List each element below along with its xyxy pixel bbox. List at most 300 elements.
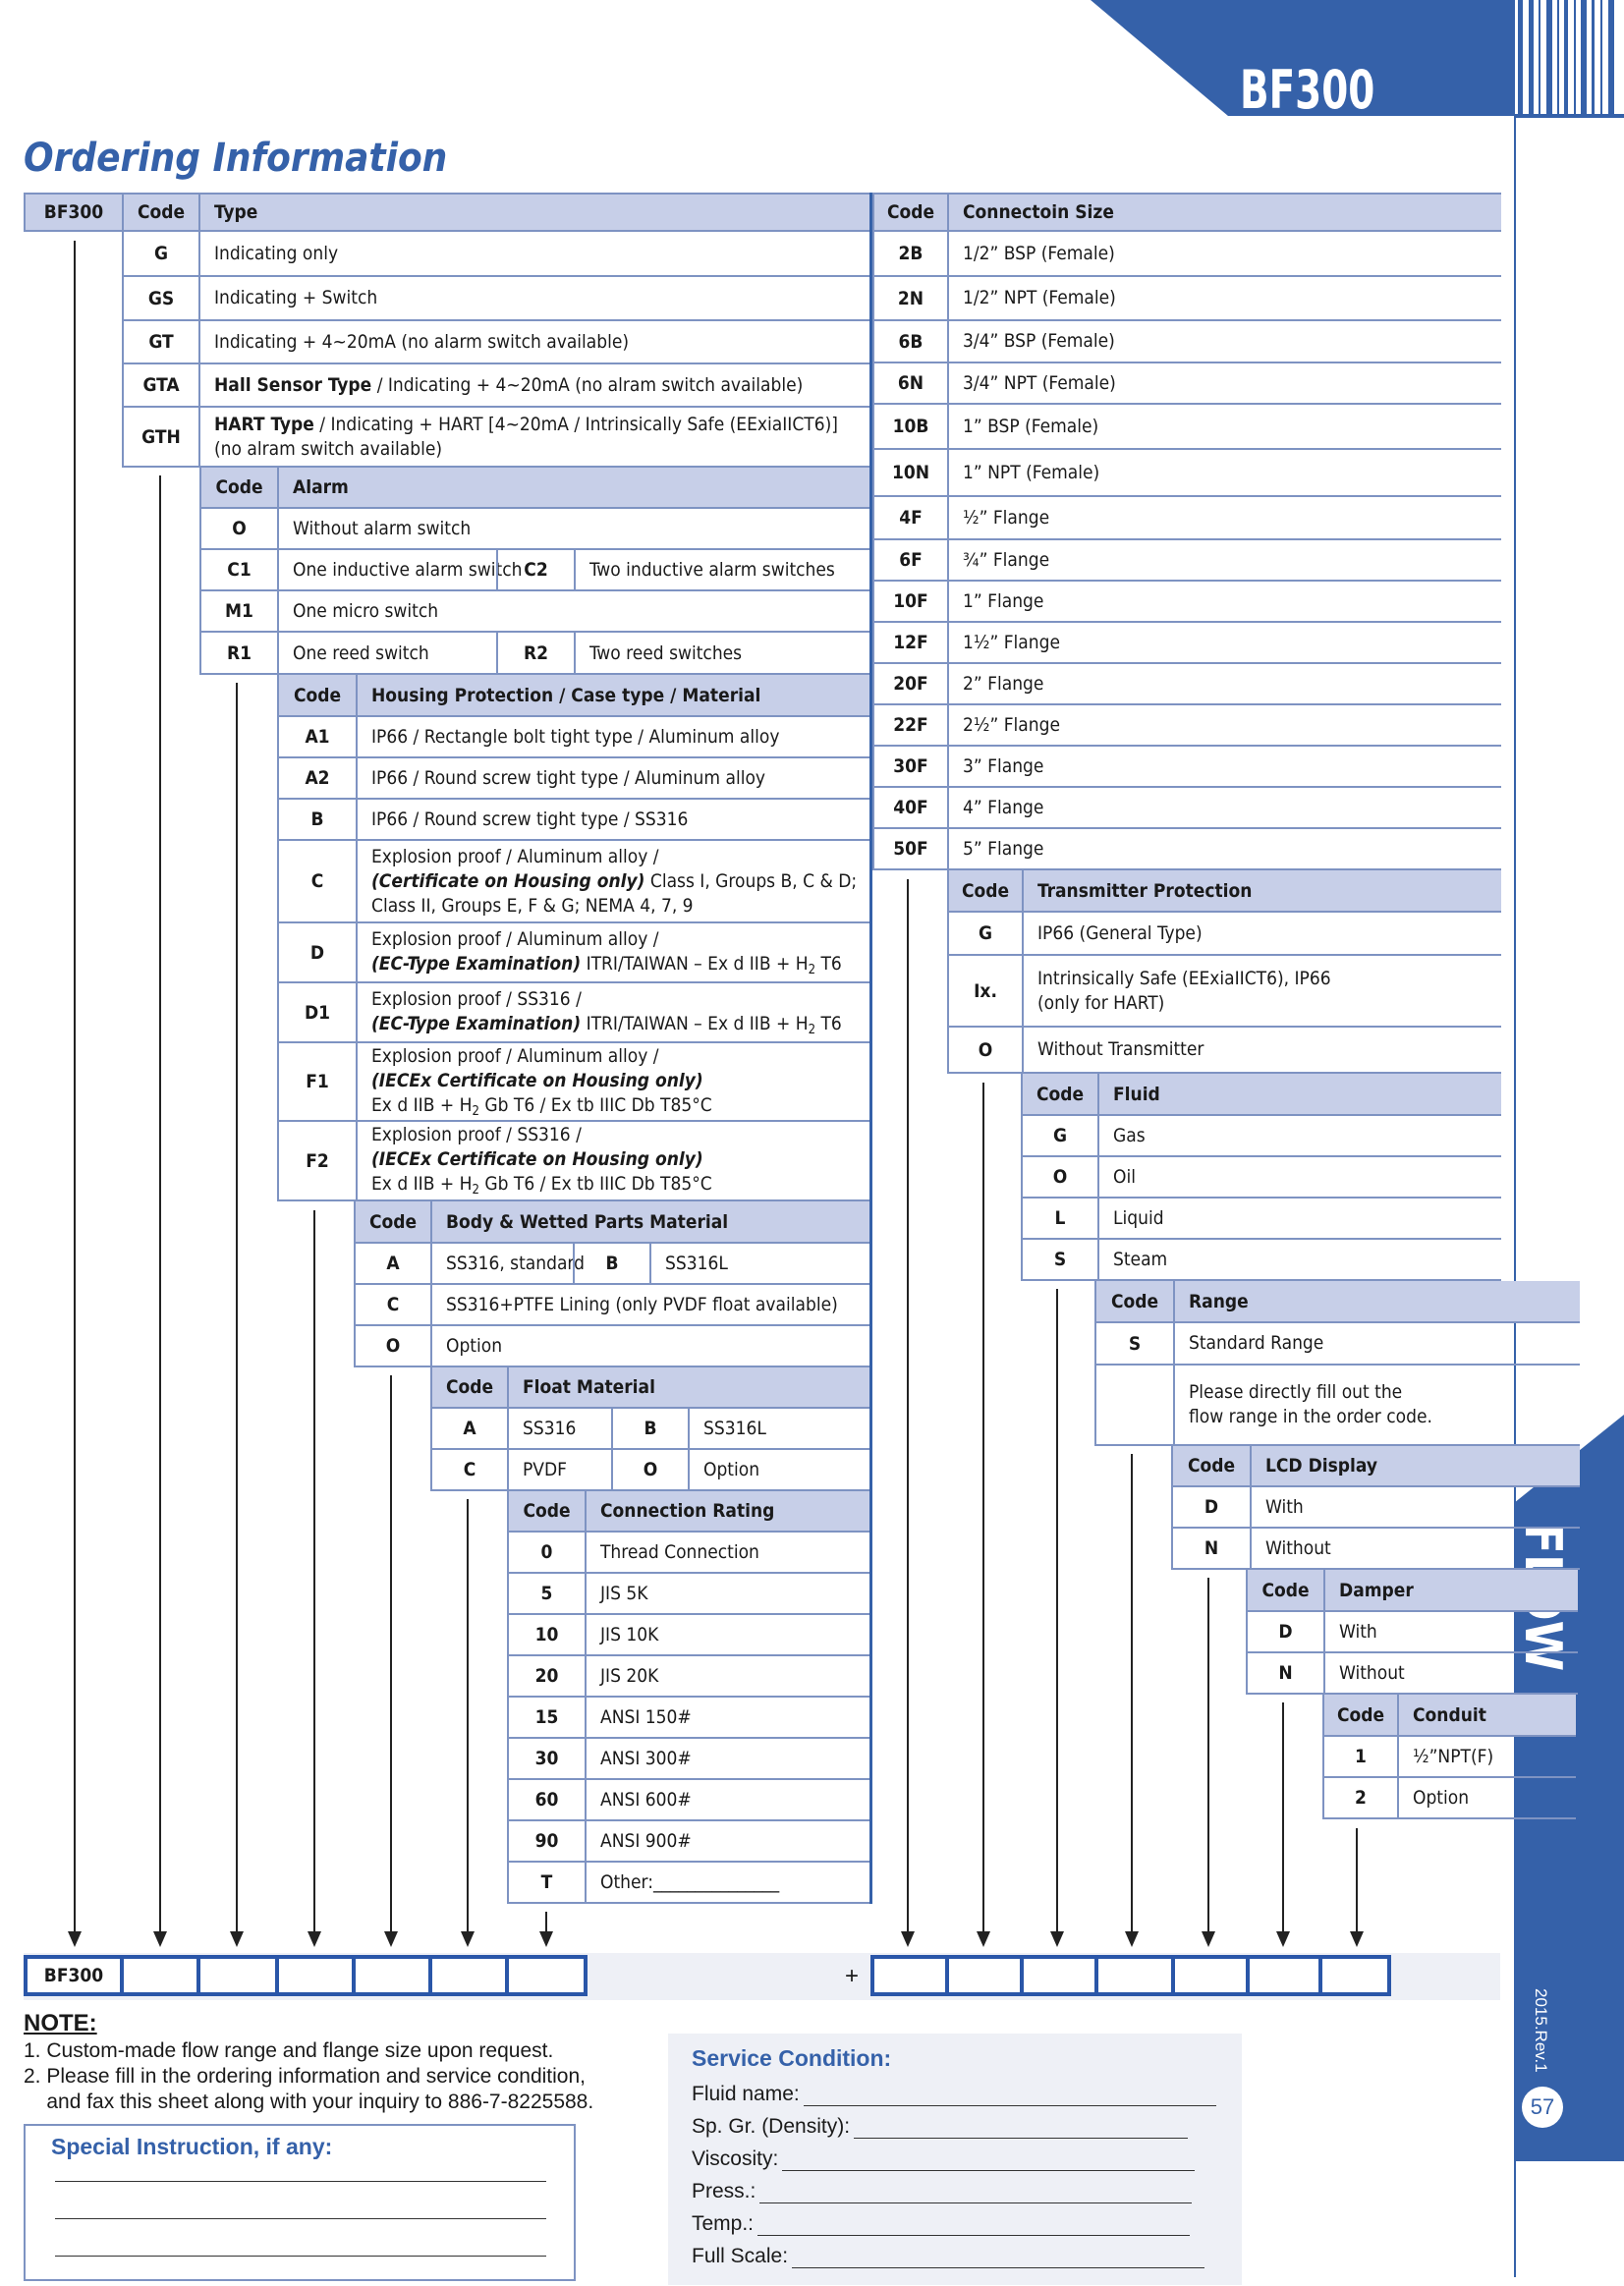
transmitter-pointer-line	[982, 1083, 984, 1933]
range_table-text-line2: flow range in the order code.	[1189, 1406, 1432, 1427]
damper_table-header-text: Damper	[1339, 1579, 1414, 1601]
housing_table-line3-end: Gb T6 / Ex tb IIIC Db T85°C	[478, 1173, 712, 1195]
fluid_table-code-header	[1021, 1074, 1097, 1116]
transmitter_table-text: Without Transmitter	[1037, 1038, 1204, 1060]
lcd_table-text: Without	[1265, 1536, 1331, 1559]
transmitter-pointer-arrow-icon	[977, 1931, 990, 1947]
damper_table-code-header	[1246, 1570, 1323, 1612]
type_table-text-3	[198, 364, 869, 408]
type_table-text: Indicating only	[214, 242, 339, 264]
size_table-text: 1/2” BSP (Female)	[963, 242, 1115, 264]
housing_table-line2-bold: (EC-Type Examination)	[371, 1012, 582, 1034]
transmitter_table-code-text: O	[978, 1038, 993, 1061]
damper_table-text: Without	[1339, 1661, 1405, 1684]
alarm_table-code-text: R1	[226, 641, 252, 664]
alarm_table-text-1	[277, 550, 523, 591]
housing_table-line3: Ex d IIB + H	[371, 1093, 473, 1116]
housing_table-text-7	[356, 1122, 871, 1201]
housing_table-code-0	[277, 717, 356, 758]
service-field-label: Sp. Gr. (Density):	[692, 2115, 851, 2138]
rating_table-code-0	[507, 1533, 585, 1574]
housing_table-code-6	[277, 1043, 356, 1122]
special-line-1[interactable]	[55, 2181, 546, 2182]
service-field-label: Full Scale:	[692, 2245, 789, 2267]
order-code-box-14[interactable]	[1318, 1955, 1391, 1996]
conduit_table-code-text: 2	[1355, 1787, 1367, 1809]
float_table-code-0	[430, 1409, 507, 1450]
range_table-text: Standard Range	[1189, 1332, 1324, 1354]
housing_table-line2-end: T6	[815, 1012, 842, 1034]
housing_table-line3: Class II, Groups E, F & G; NEMA 4, 7, 9	[371, 894, 694, 917]
fluid_table-header	[1097, 1074, 1501, 1116]
float_table-header	[507, 1367, 869, 1409]
size_table-code-9	[872, 623, 947, 664]
service-field-label: Viscosity:	[692, 2147, 779, 2170]
range_table-text-1	[1173, 1366, 1580, 1446]
fluid_table-text: Gas	[1113, 1124, 1146, 1146]
order-code-box-10[interactable]	[1020, 1955, 1098, 1996]
size_table-text-9	[947, 623, 1501, 664]
range_table-text: Please directly fill out the	[1189, 1381, 1403, 1403]
special-line-2[interactable]	[55, 2218, 546, 2219]
special-instruction-title: Special Instruction, if any:	[51, 2134, 333, 2159]
size_table-code-2	[872, 321, 947, 363]
order-code-box-13[interactable]	[1246, 1955, 1324, 1996]
page-number-text: 57	[1530, 2094, 1555, 2119]
alarm_table-code-2	[199, 591, 277, 633]
lcd_table-text: With	[1265, 1495, 1304, 1518]
body_table-code-header	[354, 1201, 430, 1244]
order-code-box-3[interactable]	[275, 1955, 356, 1996]
alarm_table-text: One inductive alarm switch	[293, 559, 523, 581]
range_table-header	[1173, 1281, 1580, 1323]
alarm_table-header-text: Alarm	[293, 476, 349, 498]
alarm_table-text2-1	[574, 550, 870, 591]
range_table-code-header	[1094, 1281, 1173, 1323]
size_table-code-text: 40F	[893, 797, 928, 818]
size_table-text: 5” Flange	[963, 837, 1044, 860]
size_table-text: 3” Flange	[963, 754, 1044, 777]
size_table-code-11	[872, 705, 947, 747]
alarm-pointer-arrow-icon	[230, 1931, 244, 1947]
alarm_table-header	[277, 468, 870, 509]
note-line-1: 1. Custom-made flow range and flange size upon request.	[24, 2039, 554, 2062]
rating_table-code-text: 15	[534, 1706, 559, 1728]
rating_table-text-1	[585, 1574, 870, 1615]
type_table-text-line2: (no alram switch available)	[214, 437, 443, 460]
lcd_table-header-text: LCD Display	[1265, 1455, 1377, 1477]
fluid_table-text-2	[1097, 1199, 1501, 1240]
order-code-box-4[interactable]	[352, 1955, 432, 1996]
model-header-text: BF300	[43, 201, 104, 223]
body_table-code-text: C	[386, 1294, 400, 1315]
housing_table-sub: 2	[808, 962, 816, 977]
special-instruction-box	[24, 2124, 576, 2281]
type_table-code-4	[122, 408, 198, 468]
housing_table-code-text: F2	[306, 1149, 329, 1172]
conduit_table-text: ½”NPT(F)	[1413, 1745, 1494, 1767]
size_table-text-8	[947, 582, 1501, 623]
rating_table-text: ANSI 150#	[600, 1705, 692, 1728]
size_table-code-text: 4F	[899, 507, 923, 529]
housing_table-text: IP66 / Round screw tight type / Aluminum alloy	[371, 766, 766, 789]
housing_table-text-4	[356, 923, 871, 983]
alarm-pointer-line	[236, 683, 238, 1933]
size_table-text: 1” NPT (Female)	[963, 461, 1100, 483]
housing_table-code-text: B	[310, 808, 324, 830]
alarm_table-text-0	[277, 509, 870, 550]
transmitter_table-code-header	[947, 870, 1022, 913]
transmitter_table-text: IP66 (General Type)	[1037, 921, 1203, 944]
size_table-code-text: 12F	[893, 632, 928, 653]
fluid_table-text-0	[1097, 1116, 1501, 1157]
size_table-text-4	[947, 405, 1501, 450]
transmitter_table-code-0	[947, 913, 1022, 956]
body_table-header	[430, 1201, 869, 1244]
rating_table-text: ANSI 600#	[600, 1788, 692, 1811]
housing_table-code-header-text: Code	[293, 684, 342, 706]
housing_table-line3: Ex d IIB + H	[371, 1173, 473, 1195]
float_table-code-text: A	[463, 1418, 476, 1439]
service-field-input[interactable]	[804, 2089, 1216, 2106]
lcd-pointer-arrow-icon	[1202, 1931, 1215, 1947]
conduit_table-code-1	[1322, 1778, 1397, 1819]
service-field-label: Temp.:	[692, 2212, 755, 2235]
fluid_table-code-text: O	[1052, 1166, 1068, 1188]
size_table-text-11	[947, 705, 1501, 747]
damper_table-code-text: N	[1278, 1662, 1293, 1684]
float_table-header-text: Float Material	[523, 1376, 655, 1398]
body_table-text-2	[430, 1326, 869, 1367]
rating_table-code-text: 60	[534, 1789, 559, 1811]
housing_table-code-5	[277, 983, 356, 1043]
housing_table-code-1	[277, 758, 356, 800]
float_table-code2-1	[611, 1450, 688, 1491]
size_table-text-2	[947, 321, 1501, 363]
note-line-3: and fax this sheet along with your inquiry to 886-7-8225588.	[24, 2091, 594, 2113]
housing_table-line2-bold: (EC-Type Examination)	[371, 952, 582, 975]
service-field-input[interactable]	[782, 2153, 1195, 2171]
body_table-code-text: A	[386, 1253, 400, 1274]
transmitter_table-header	[1022, 870, 1501, 913]
type_table-code-header-text: Code	[137, 201, 186, 223]
range-pointer-line	[1131, 1454, 1133, 1933]
transmitter_table-code-text: G	[978, 922, 993, 944]
body_table-text2-0	[649, 1244, 869, 1285]
size_table-text: 1½” Flange	[963, 631, 1060, 653]
type_table-bold-text: Hall Sensor Type	[214, 373, 372, 396]
service-field-label: Fluid name:	[692, 2083, 800, 2105]
type_table-code-0	[122, 232, 198, 277]
size_table-code-6	[872, 497, 947, 540]
lcd_table-text-0	[1250, 1487, 1580, 1529]
fluid_table-code-0	[1021, 1116, 1097, 1157]
rating_table-text-0	[585, 1533, 870, 1574]
revision-label: 2015.Rev.1	[1532, 1988, 1550, 2073]
size_table-code-5	[872, 450, 947, 497]
service-field-input[interactable]	[792, 2251, 1204, 2268]
housing_table-sub: 2	[808, 1022, 816, 1037]
model-pointer-arrow-icon	[68, 1931, 82, 1947]
page-title: Ordering Information	[24, 136, 448, 181]
service-field-label: Press.:	[692, 2180, 756, 2202]
transmitter_table-text-0	[1022, 913, 1501, 956]
fluid_table-text-3	[1097, 1240, 1501, 1281]
body_table-text: SS316, standard	[446, 1253, 585, 1274]
size_table-code-1	[872, 277, 947, 321]
size_table-code-text: 2B	[898, 243, 924, 264]
damper_table-code-header-text: Code	[1261, 1579, 1310, 1601]
alarm_table-text: One micro switch	[293, 599, 439, 622]
rating_table-code-1	[507, 1574, 585, 1615]
rating_table-text: ANSI 300#	[600, 1747, 692, 1769]
size_table-code-text: 10B	[892, 416, 929, 437]
damper-pointer-arrow-icon	[1276, 1931, 1290, 1947]
service-field-input[interactable]	[759, 2186, 1192, 2203]
rating_table-code-4	[507, 1698, 585, 1739]
float_table-code2-text: O	[643, 1459, 658, 1480]
range_table-header-text: Range	[1189, 1290, 1249, 1312]
body_table-code-header-text: Code	[368, 1210, 418, 1233]
order-model-box[interactable]	[24, 1955, 124, 1996]
transmitter_table-code-text: Ix.	[974, 979, 997, 1002]
order-code-box-6[interactable]	[505, 1955, 588, 1996]
alarm_table-text-3	[277, 633, 496, 675]
size-pointer-arrow-icon	[901, 1931, 915, 1947]
housing_table-line2-bold: (Certificate on Housing only)	[371, 869, 645, 892]
fluid_table-code-text: L	[1054, 1207, 1066, 1229]
type_table-text: / Indicating + HART [4~20mA / Intrinsically Safe (EExiaIICT6)]	[313, 413, 838, 435]
order-code-box-11[interactable]	[1094, 1955, 1175, 1996]
order-model-text: BF300	[43, 1965, 104, 1986]
size-code-header	[872, 193, 947, 232]
fluid_table-text: Steam	[1113, 1248, 1168, 1270]
size_table-code-text: 50F	[893, 838, 928, 860]
order-code-box-5[interactable]	[428, 1955, 509, 1996]
service-field-0	[692, 2083, 1222, 2106]
housing_table-line2-bold: (IECEx Certificate on Housing only)	[371, 1069, 703, 1091]
housing_table-line2: ITRI/TAIWAN – Ex d IIB + H	[581, 1012, 809, 1034]
rating_table-code-2	[507, 1615, 585, 1656]
order-code-box-9[interactable]	[945, 1955, 1024, 1996]
size-header-text: Connectoin Size	[963, 201, 1114, 223]
lcd_table-code-1	[1171, 1529, 1250, 1570]
housing_table-line1: Explosion proof / Aluminum alloy /	[371, 927, 659, 950]
left-block-border	[869, 193, 872, 1904]
body_table-text: Option	[446, 1334, 503, 1357]
float_table-code-text: C	[463, 1459, 476, 1480]
housing_table-code-text: D1	[304, 1001, 331, 1024]
conduit-pointer-arrow-icon	[1350, 1931, 1364, 1947]
rating_table-code-7	[507, 1821, 585, 1863]
rating_table-code-header	[507, 1491, 585, 1533]
housing_table-code-2	[277, 800, 356, 841]
range_table-code-text: S	[1128, 1332, 1142, 1355]
housing_table-code-text: C	[310, 870, 324, 892]
housing_table-sub: 2	[472, 1183, 479, 1198]
type_table-code-text: GT	[148, 331, 174, 353]
order-code-box-1[interactable]	[120, 1955, 200, 1996]
alarm_table-code-text: M1	[225, 600, 253, 622]
float_table-code-1	[430, 1450, 507, 1491]
housing_table-code-header	[277, 675, 356, 717]
float_table-text2-0	[688, 1409, 869, 1450]
size_table-text: ¾” Flange	[963, 548, 1050, 571]
alarm_table-code-3	[199, 633, 277, 675]
rating_table-text-7	[585, 1821, 870, 1863]
rating_table-text: JIS 20K	[600, 1664, 659, 1687]
header-banner	[0, 0, 1624, 118]
service-condition-box	[668, 2034, 1242, 2285]
fluid_table-header-text: Fluid	[1113, 1083, 1160, 1105]
rating_table-code-text: 10	[534, 1624, 559, 1645]
range_table-code-header-text: Code	[1110, 1290, 1159, 1312]
note-title: NOTE:	[24, 2010, 97, 2036]
conduit_table-code-text: 1	[1355, 1746, 1367, 1767]
housing_table-text-5	[356, 983, 871, 1043]
type_table-code-header	[122, 193, 198, 232]
alarm_table-code2-1	[496, 550, 574, 591]
rating_table-code-text: T	[540, 1871, 553, 1893]
rating_table-text-5	[585, 1739, 870, 1780]
special-line-3[interactable]	[55, 2256, 546, 2257]
size_table-code-text: 6N	[897, 372, 924, 394]
type_table-text-0	[198, 232, 869, 277]
size_table-text: 1” BSP (Female)	[963, 415, 1099, 437]
order-code-box-2[interactable]	[196, 1955, 279, 1996]
housing_table-header-text: Housing Protection / Case type / Material	[371, 684, 761, 706]
size_table-code-text: 6F	[899, 549, 923, 571]
float-pointer-arrow-icon	[461, 1931, 475, 1947]
body-pointer-arrow-icon	[384, 1931, 398, 1947]
alarm_table-text2-3	[574, 633, 870, 675]
size_table-text-5	[947, 450, 1501, 497]
service-field-2	[692, 2147, 1222, 2171]
service-field-input[interactable]	[854, 2121, 1188, 2139]
body_table-code-2	[354, 1326, 430, 1367]
damper_table-code-0	[1246, 1612, 1323, 1653]
transmitter_table-code-header-text: Code	[961, 879, 1010, 902]
housing_table-sub: 2	[472, 1103, 479, 1119]
fluid_table-text: Liquid	[1113, 1206, 1164, 1229]
order-code-box-12[interactable]	[1171, 1955, 1250, 1996]
housing_table-code-7	[277, 1122, 356, 1201]
housing_table-line3-end: Gb T6 / Ex tb IIIC Db T85°C	[478, 1093, 712, 1116]
transmitter_table-text-line2: (only for HART)	[1037, 991, 1165, 1014]
fluid_table-code-header-text: Code	[1036, 1083, 1085, 1105]
housing_table-line2: Class I, Groups B, C & D;	[644, 869, 858, 892]
damper_table-text: With	[1339, 1620, 1377, 1643]
size_table-text-10	[947, 664, 1501, 705]
lcd-pointer-line	[1207, 1578, 1209, 1933]
size_table-code-text: 6B	[898, 330, 924, 353]
body_table-text: SS316+PTFE Lining (only PVDF float available)	[446, 1293, 838, 1315]
size_table-code-text: 30F	[893, 755, 928, 777]
type_table-text-4	[198, 408, 869, 468]
type_table-code-text: G	[153, 243, 169, 264]
alarm_table-text: Without alarm switch	[293, 517, 472, 539]
body_table-text-1	[430, 1285, 869, 1326]
float-pointer-line	[467, 1499, 469, 1933]
transmitter_table-header-text: Transmitter Protection	[1037, 879, 1253, 902]
size_table-text: ½” Flange	[963, 506, 1050, 529]
service-field-3	[692, 2180, 1222, 2203]
size_table-code-text: 20F	[893, 673, 928, 695]
rating_table-text-4	[585, 1698, 870, 1739]
alarm_table-text2: Two inductive alarm switches	[589, 559, 835, 581]
lcd_table-code-header-text: Code	[1187, 1455, 1236, 1477]
size_table-code-10	[872, 664, 947, 705]
float_table-text2: Option	[703, 1459, 760, 1480]
body_table-text2: SS316L	[665, 1253, 728, 1274]
float_table-code2-text: B	[644, 1418, 657, 1439]
fluid-pointer-arrow-icon	[1050, 1931, 1064, 1947]
lcd_table-code-0	[1171, 1487, 1250, 1529]
alarm_table-text-2	[277, 591, 870, 633]
alarm_table-code-1	[199, 550, 277, 591]
conduit_table-code-0	[1322, 1737, 1397, 1778]
size_table-text-7	[947, 540, 1501, 582]
housing_table-line2-bold: (IECEx Certificate on Housing only)	[371, 1148, 703, 1170]
rating_table-text: JIS 10K	[600, 1623, 659, 1645]
service-field-1	[692, 2115, 1222, 2139]
range_table-code-1	[1094, 1366, 1173, 1446]
rating_table-code-text: 0	[540, 1541, 553, 1563]
size_table-code-8	[872, 582, 947, 623]
type_table-text-2	[198, 321, 869, 364]
size_table-text: 1” Flange	[963, 589, 1044, 612]
type_table-header	[198, 193, 869, 232]
fluid_table-code-text: G	[1052, 1125, 1068, 1146]
housing_table-text-2	[356, 800, 871, 841]
model-pointer-line	[74, 241, 76, 1933]
conduit_table-text-0	[1397, 1737, 1576, 1778]
damper_table-header	[1323, 1570, 1578, 1612]
housing_table-line1: Explosion proof / SS316 /	[371, 1124, 582, 1145]
float_table-text-1	[507, 1450, 611, 1491]
lcd_table-code-text: D	[1204, 1496, 1219, 1518]
conduit_table-code-header	[1322, 1695, 1397, 1737]
housing_table-code-text: D	[309, 941, 325, 964]
housing-pointer-line	[313, 1210, 315, 1933]
housing_table-code-text: A1	[305, 726, 330, 748]
product-header: BF300	[1240, 59, 1375, 121]
fluid_table-code-2	[1021, 1199, 1097, 1240]
body-pointer-line	[390, 1375, 392, 1933]
rating-pointer-line	[545, 1912, 547, 1933]
housing_table-line1: Explosion proof / Aluminum alloy /	[371, 845, 659, 867]
size_table-text: 2” Flange	[963, 672, 1044, 695]
float_table-text2-1	[688, 1450, 869, 1491]
type_table-text: Indicating + Switch	[214, 287, 378, 308]
size_table-code-4	[872, 405, 947, 450]
rating-pointer-arrow-icon	[539, 1931, 553, 1947]
housing_table-line1: Explosion proof / Aluminum alloy /	[371, 1044, 659, 1067]
damper-pointer-line	[1282, 1702, 1284, 1933]
body_table-code-text: O	[385, 1335, 401, 1357]
rating_table-header	[585, 1491, 870, 1533]
size_table-text: 3/4” BSP (Female)	[963, 330, 1115, 352]
size_table-code-text: 10F	[893, 590, 928, 612]
size_table-text-0	[947, 232, 1501, 277]
conduit_table-header-text: Conduit	[1413, 1703, 1486, 1726]
housing_table-text-3	[356, 841, 871, 923]
fluid-pointer-line	[1056, 1289, 1058, 1933]
order-code-box-8[interactable]	[870, 1955, 951, 1996]
service-field-input[interactable]	[757, 2218, 1190, 2236]
size_table-text-3	[947, 363, 1501, 405]
model-header	[24, 193, 122, 232]
